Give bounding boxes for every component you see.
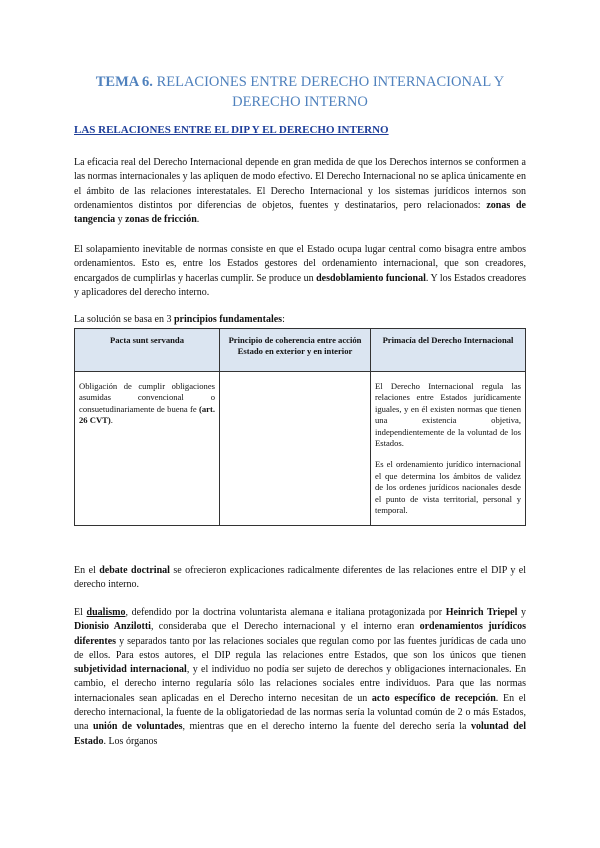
table-row bbox=[75, 372, 526, 526]
p5-anzilotti: Dionisio Anzilotti bbox=[74, 621, 151, 633]
paragraph-2 bbox=[74, 243, 526, 300]
table-header-cell: Principio de coherencia entre acción Estado en exterior y en interior bbox=[220, 329, 371, 372]
p3-bold: principios fundamentales bbox=[173, 314, 283, 325]
paragraph-5 bbox=[74, 606, 526, 749]
p1-text: La eficacia real del Derecho Internacional depende en gran medida de que los Derechos internos se conformen a las normas internacionales y las apliquen de modo efectivo. El Derecho Internacional no se aplica únicamente en el ámbito de las relaciones interestatales. El Derecho Internacional y los sistemas jurídicos internos son ordenamientos distintos por diferencias de objetos, fuentes y destinatarios, pero relacionados: bbox=[74, 157, 526, 211]
paragraph-3 bbox=[74, 313, 526, 327]
p5-text-c: , defendido por la doctrina voluntarista alemana e italiana protagonizada por bbox=[125, 607, 446, 618]
p4-bold: debate doctrinal bbox=[99, 565, 170, 576]
p2-text: El solapamiento inevitable de normas consiste en que el Estado ocupa lugar central como bisagra entre ambos ordenamientos. Esto es, entre los Estados gestores del ordenamiento internacional, que son creadores, encargados de cumplirlas y hacerlas cumplir. Se produce un bbox=[74, 244, 526, 284]
primacia-paragraph-2: Es el ordenamiento jurídico internacional el que determina los ámbitos de validez de los ordenes jurídicos nacionales desde el punto de vista territorial, personal y temporal. bbox=[375, 459, 521, 516]
p5-voluntad: voluntad del Estado bbox=[74, 721, 527, 747]
p5-acto: acto específico de recepción bbox=[371, 692, 496, 704]
title-lead: TEMA 6. bbox=[95, 74, 153, 90]
table-header-cell: Pacta sunt servanda bbox=[75, 329, 220, 372]
p2-end: . Y los Estados creadores y aplicadores del derecho interno. bbox=[74, 272, 526, 298]
pacta-article: (art. 26 CVT) bbox=[79, 403, 215, 426]
page-title bbox=[80, 72, 520, 112]
p5-text-i: y separados tanto por las relaciones sociales que regulan como por las fuentes jurídicas de cada uno de ellos. Para estos autores, el DIP regula las relaciones entre Estados, que son los únicos que tienen bbox=[74, 635, 526, 661]
p5-text-o: , mientras que en el derecho interno la fuente del derecho sería la bbox=[182, 721, 471, 733]
p3-end: : bbox=[282, 314, 285, 325]
p4-text: En el bbox=[74, 565, 100, 576]
table-cell-pacta bbox=[75, 372, 220, 526]
table-header-row bbox=[75, 329, 526, 372]
p1-text-2: y bbox=[115, 214, 126, 226]
table-cell-coherencia bbox=[220, 372, 371, 526]
p5-text-k: , y el individuo no podía ser sujeto de derechos y obligaciones internacionales. En cambio, el derecho interno regularía sólo las relaciones sociales entre individuos. Para que las normas internacionales sean aplicadas en el Derecho interno necesitan de un bbox=[74, 664, 526, 704]
primacia-paragraph-1: El Derecho Internacional regula las relaciones entre Estados jurídicamente iguales, y en él existen normas que tienen una existencia objetiva, independientemente de la voluntad de los Estados. bbox=[375, 381, 521, 449]
title-rest: RELACIONES ENTRE DERECHO INTERNACIONAL Y DERECHO INTERNO bbox=[152, 74, 505, 110]
p3-text: La solución se basa en 3 bbox=[74, 314, 174, 325]
p5-text-q: . Los órganos bbox=[103, 735, 158, 747]
paragraph-4 bbox=[74, 564, 526, 593]
p5-union: unión de voluntades bbox=[92, 721, 183, 733]
paragraph-1 bbox=[74, 156, 526, 227]
principles-table bbox=[74, 328, 526, 526]
p1-bold-1: zonas de tangencia bbox=[74, 199, 526, 226]
p5-subjetividad: subjetividad internacional bbox=[74, 664, 187, 676]
p5-dualismo: dualismo bbox=[86, 607, 126, 618]
p5-text-a: El bbox=[74, 607, 87, 618]
p5-triepel: Heinrich Triepel bbox=[445, 607, 518, 618]
section-heading: LAS RELACIONES ENTRE EL DIP Y EL DERECHO INTERNO bbox=[74, 124, 389, 136]
p5-text-e: y bbox=[517, 607, 527, 618]
table-cell-primacia bbox=[371, 372, 526, 526]
table-header-cell: Primacía del Derecho Internacional bbox=[371, 329, 526, 372]
p5-text-g: , consideraba que el Derecho internacional y el interno eran bbox=[150, 621, 420, 633]
p4-end: se ofrecieron explicaciones radicalmente diferentes de las relaciones entre el DIP y el derecho interno. bbox=[74, 565, 527, 591]
p1-end: . bbox=[196, 214, 200, 226]
pacta-text: Obligación de cumplir obligaciones asumidas convencional o consuetudinariamente de buena fe bbox=[79, 381, 215, 414]
pacta-end: . bbox=[110, 415, 113, 426]
p2-bold: desdoblamiento funcional bbox=[316, 272, 426, 284]
p1-bold-2: zonas de fricción bbox=[125, 214, 197, 226]
p5-ordenamientos: ordenamientos jurídicos diferentes bbox=[74, 621, 526, 647]
p5-text-m: . En el derecho internacional, la fuente de la obligatoriedad de las normas sería la voluntad común de 2 o más Estados, una bbox=[74, 692, 526, 733]
